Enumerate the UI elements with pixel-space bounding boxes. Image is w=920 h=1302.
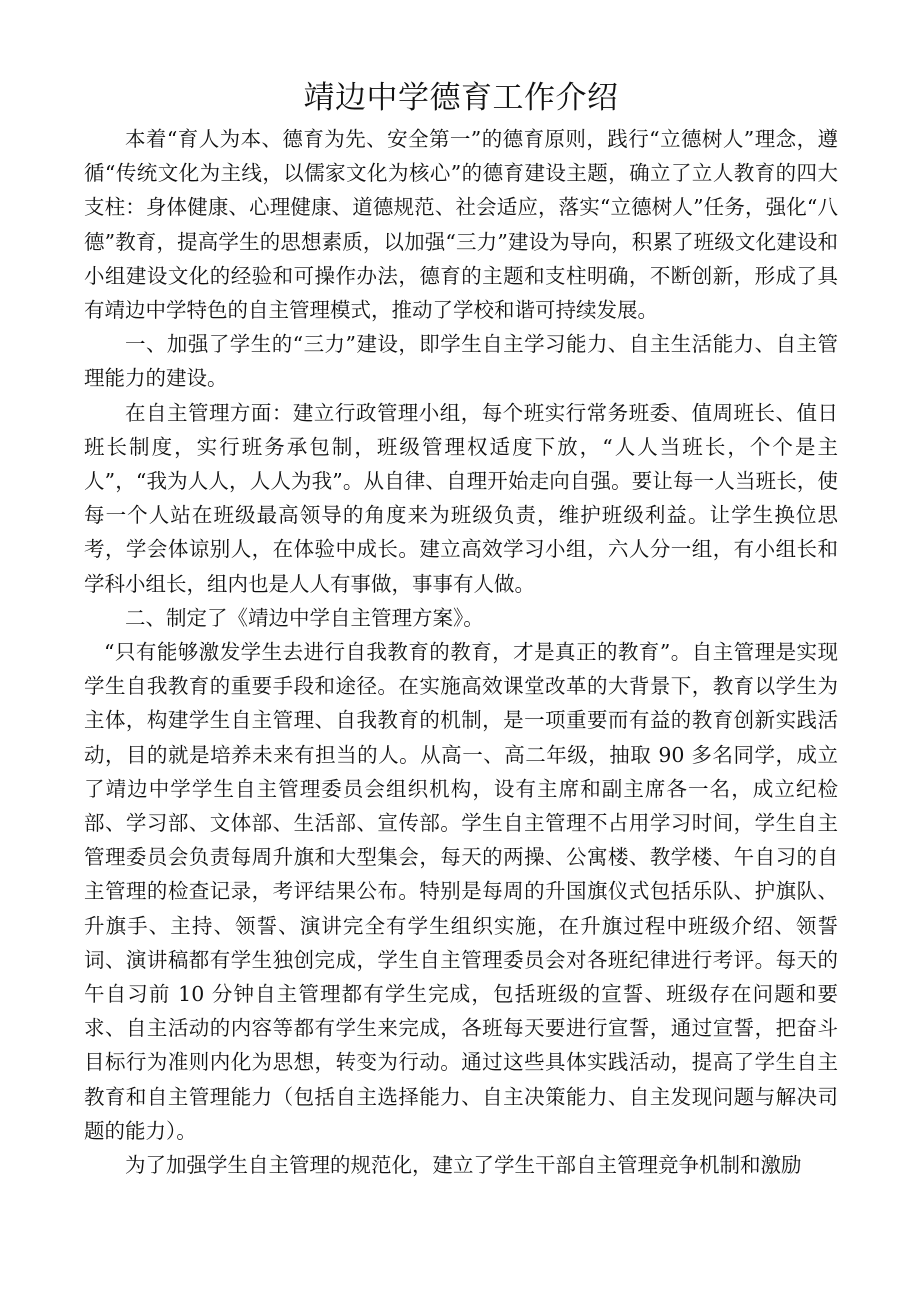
paragraph-self-management: 在自主管理方面：建立行政管理小组，每个班实行常务班委、值周班长、值日班长制度，实行班务承包制，班级管理权适度下放，“人人当班长，个个是主人”，“我为人人，人人为我”。从自律、自理开始走向自强。要让每一人当班长，使每一个人站在班级最高领导的角度来为班级负责，维护班级利益。让学生换位思考，学会体谅别人，在体验中成长。建立高效学习小组，六人分一组，有小组长和学科小组长，组内也是人人有事做，事事有人做。 <box>84 400 838 596</box>
page-title: 靖边中学德育工作介绍 <box>303 80 619 116</box>
paragraph-section-one-heading: 一、加强了学生的“三力”建设，即学生自主学习能力、自主生活能力、自主管理能力的建设。 <box>84 332 838 391</box>
paragraph-self-education: “只有能够激发学生去进行自我教育的教育，才是真正的教育”。自主管理是实现学生自我教育的重要手段和途径。在实施高效课堂改革的大背景下，教育以学生为主体，构建学生自主管理、自我教育的机制，是一项重要而有益的教育创新实践活动，目的就是培养未来有担当的人。从高一、高二年级，抽取 90 多名同学，成立了靖边中学学生自主管理委员会组织机构，设有主席和副主席各一名，成立纪检部、学习部、文体部、生活部、宣传部。学生自主管理不占用学习时间，学生自主管理委员会负责每周升旗和大型集会，每天的两操、公寓楼、教学楼、午自习的自主管理的检查记录，考评结果公布。特别是每周的升国旗仪式包括乐队、护旗队、升旗手、主持、领誓、演讲完全有学生组织实施，在升旗过程中班级介绍、领誓词、演讲稿都有学生独创完成，学生自主管理委员会对各班纪律进行考评。每天的午自习前 10 分钟自主管理都有学生完成，包括班级的宣誓、班级存在问题和要求、自主活动的内容等都有学生来完成，各班每天要进行宣誓，通过宣誓，把奋斗目标行为准则内化为思想，转变为行动。通过这些具体实践活动，提高了学生自主教育和自主管理能力（包括自主选择能力、自主决策能力、自主发现问题与解决司题的能力）。 <box>84 640 838 1143</box>
paragraph-standardization: 为了加强学生自主管理的规范化，建立了学生干部自主管理竞争机制和激励 <box>125 1153 802 1178</box>
paragraph-intro: 本着“育人为本、德育为先、安全第一”的德育原则，践行“立德树人”理念，遵循“传统文化为主线，以儒家文化为核心”的德育建设主题，确立了立人教育的四大支柱：身体健康、心理健康、道德规范、社会适应，落实“立德树人”任务，强化“八德”教育，提高学生的思想素质，以加强“三力”建设为导向，积累了班级文化建设和小组建设文化的经验和可操作办法，德育的主题和支柱明确，不断创新，形成了具有靖边中学特色的自主管理模式，推动了学校和谐可持续发展。 <box>84 127 838 323</box>
document-page <box>84 76 838 1182</box>
paragraph-section-two-heading: 二、制定了《靖边中学自主管理方案》。 <box>125 605 484 630</box>
